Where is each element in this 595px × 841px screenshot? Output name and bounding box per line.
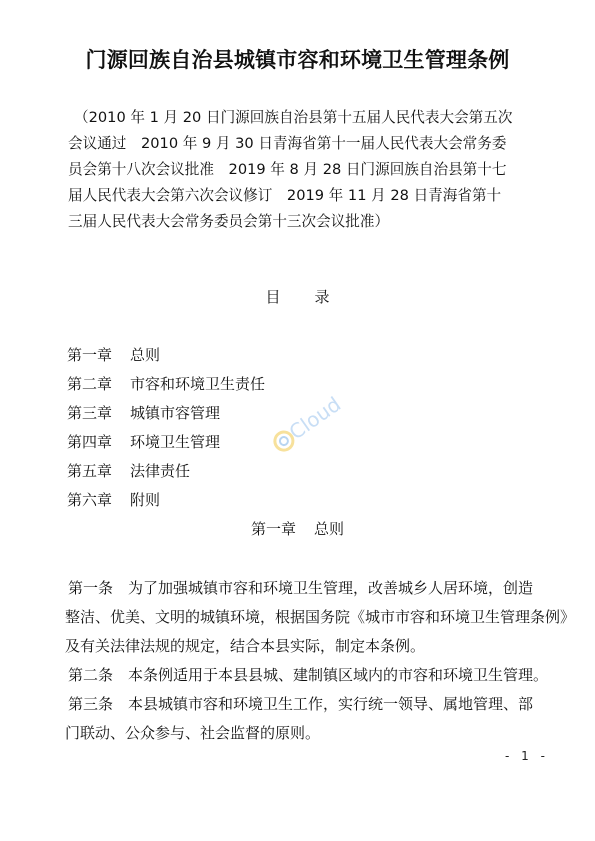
article-line: 整洁、优美、文明的城镇环境，根据国务院《城市市容和环境卫生管理条例》 xyxy=(65,608,576,626)
toc-chapter-number: 第五章 xyxy=(67,462,113,480)
article-line xyxy=(68,690,560,719)
toc-heading xyxy=(0,286,595,307)
toc-chapter-number: 第六章 xyxy=(67,491,113,509)
toc-item[interactable] xyxy=(67,341,265,370)
chapter-heading xyxy=(0,518,595,539)
adoption-note-line: 员会第十八次会议批准 2019 年 8 月 28 日门源回族自治县第十七 xyxy=(68,161,507,178)
toc-chapter-title: 城镇市容管理 xyxy=(130,404,221,422)
toc-chapter-number: 第二章 xyxy=(67,375,113,393)
article-line xyxy=(68,574,560,603)
toc-item[interactable] xyxy=(67,428,265,457)
toc-item[interactable] xyxy=(67,399,265,428)
toc-chapter-title: 环境卫生管理 xyxy=(130,433,221,451)
toc-heading-char: 目 xyxy=(265,288,281,306)
toc-item[interactable] xyxy=(67,457,265,486)
article-number: 第三条 xyxy=(68,695,114,713)
chapter-title: 总则 xyxy=(313,520,344,538)
article-line: 门联动、公众参与、社会监督的原则。 xyxy=(65,724,321,742)
toc-heading-char: 录 xyxy=(314,288,330,306)
article-text: 本条例适用于本县县城、建制镇区域内的市容和环境卫生管理。 xyxy=(128,666,549,684)
toc-chapter-title: 法律责任 xyxy=(130,462,191,480)
toc-chapter-number: 第四章 xyxy=(67,433,113,451)
toc-item[interactable] xyxy=(67,486,265,515)
page-number: - 1 - xyxy=(505,749,549,763)
article-text: 本县城镇市容和环境卫生工作，实行统一领导、属地管理、部 xyxy=(128,695,534,713)
chapter-number: 第一章 xyxy=(250,520,296,538)
adoption-note-line: 会议通过 2010 年 9 月 30 日青海省第十一届人民代表大会常务委 xyxy=(68,135,507,152)
toc-chapter-number: 第三章 xyxy=(67,404,113,422)
articles-body xyxy=(65,574,576,748)
article-number: 第二条 xyxy=(68,666,114,684)
toc-chapter-title: 总则 xyxy=(130,346,161,364)
adoption-note-line: 三届人民代表大会常务委员会第十三次会议批准） xyxy=(68,213,390,230)
adoption-note-line: （2010 年 1 月 20 日门源回族自治县第十五届人民代表大会第五次 xyxy=(74,109,513,126)
article-number: 第一条 xyxy=(68,579,114,597)
toc-chapter-title: 附则 xyxy=(130,491,161,509)
article-text: 为了加强城镇市容和环境卫生管理，改善城乡人居环境，创造 xyxy=(128,579,534,597)
toc-chapter-title: 市容和环境卫生责任 xyxy=(130,375,266,393)
toc-chapter-number: 第一章 xyxy=(67,346,113,364)
table-of-contents xyxy=(67,341,265,515)
adoption-note xyxy=(68,105,548,235)
watermark-text: Cloud xyxy=(284,391,346,445)
article-line: 及有关法律法规的规定，结合本县实际，制定本条例。 xyxy=(65,637,426,655)
toc-item[interactable] xyxy=(67,370,265,399)
article-line xyxy=(68,661,560,690)
adoption-note-line: 届人民代表大会第六次会议修订 2019 年 11 月 28 日青海省第十 xyxy=(68,187,502,204)
cloud-logo-icon xyxy=(262,380,352,460)
document-title: 门源回族自治县城镇市容和环境卫生管理条例 xyxy=(85,47,510,72)
